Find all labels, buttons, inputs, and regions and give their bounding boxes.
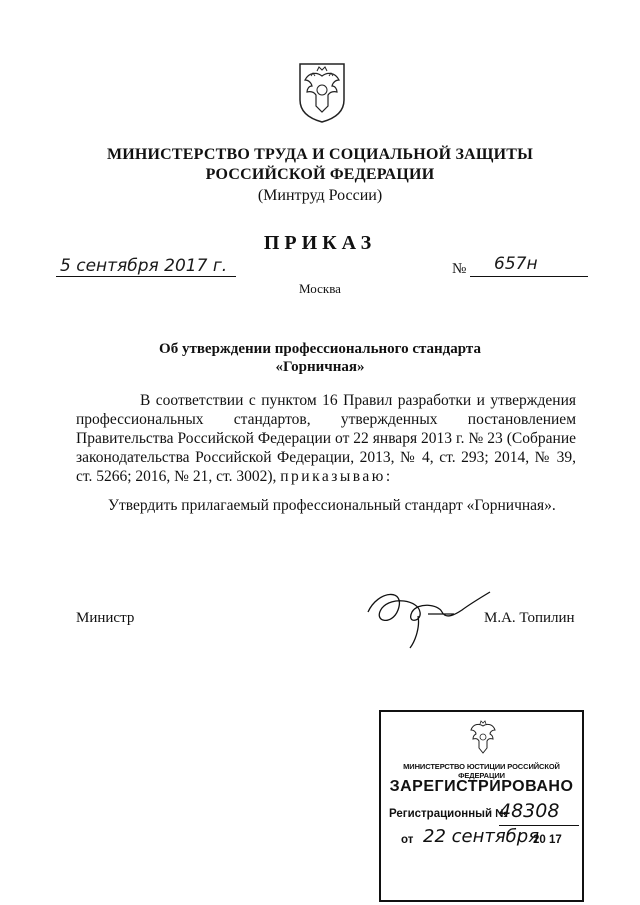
ministry-name-line1: МИНИСТЕРСТВО ТРУДА И СОЦИАЛЬНОЙ ЗАЩИТЫ [106, 146, 534, 163]
stamp-registration-label: Регистрационный № [389, 808, 509, 820]
stamp-registered-label: ЗАРЕГИСТРИРОВАНО [389, 778, 574, 795]
body-paragraph-2: Утвердить прилагаемый профессиональный стандарт «Горничная». [108, 497, 556, 514]
stamp-registration-number: 48308 [499, 800, 560, 822]
subject-line1: Об утверждении профессионального стандарта [159, 341, 481, 357]
order-number-label: № [452, 261, 467, 277]
registration-stamp [379, 710, 584, 902]
order-action-word: приказываю: [280, 468, 393, 485]
signatory-title: Министр [76, 610, 135, 626]
signatory-name: М.А. Топилин [484, 610, 575, 626]
stamp-date-handwritten: 22 сентября [423, 826, 540, 847]
order-title: ПРИКАЗ [263, 232, 377, 254]
number-underline [470, 275, 588, 277]
ministry-short-name: (Минтруд России) [257, 187, 383, 204]
stamp-year: 20 17 [533, 834, 562, 846]
order-number-handwritten: 657н [494, 254, 538, 274]
subject-line2: «Горничная» [275, 359, 365, 375]
stamp-ministry-name: МИНИСТЕРСТВО ЮСТИЦИИ РОССИЙСКОЙ ФЕДЕРАЦИИ [403, 762, 560, 780]
stamp-coat-of-arms-icon [469, 720, 497, 758]
body-paragraph-1 [76, 391, 576, 486]
signature-scribble [358, 582, 498, 654]
date-underline [56, 275, 236, 277]
order-city: Москва [299, 281, 341, 296]
body-paragraph-1-text: В соответствии с пунктом 16 Правил разработки и утверждения профессиональных стандартов, утвержденных постановлением Правительства Российской Федерации от 22 января 2013 г. № 23 (Собрание законодательства Российской Федерации, 2013, № 4, ст. 293; 2014, № 39, ст. 5266; 2016, № 21, ст. 3002), [76, 392, 576, 485]
ministry-name-line2: РОССИЙСКОЙ ФЕДЕРАЦИИ [205, 166, 435, 183]
russian-coat-of-arms-icon [297, 62, 347, 124]
stamp-date-label: от [401, 834, 414, 846]
order-date-handwritten: 5 сентября 2017 г. [60, 256, 228, 276]
